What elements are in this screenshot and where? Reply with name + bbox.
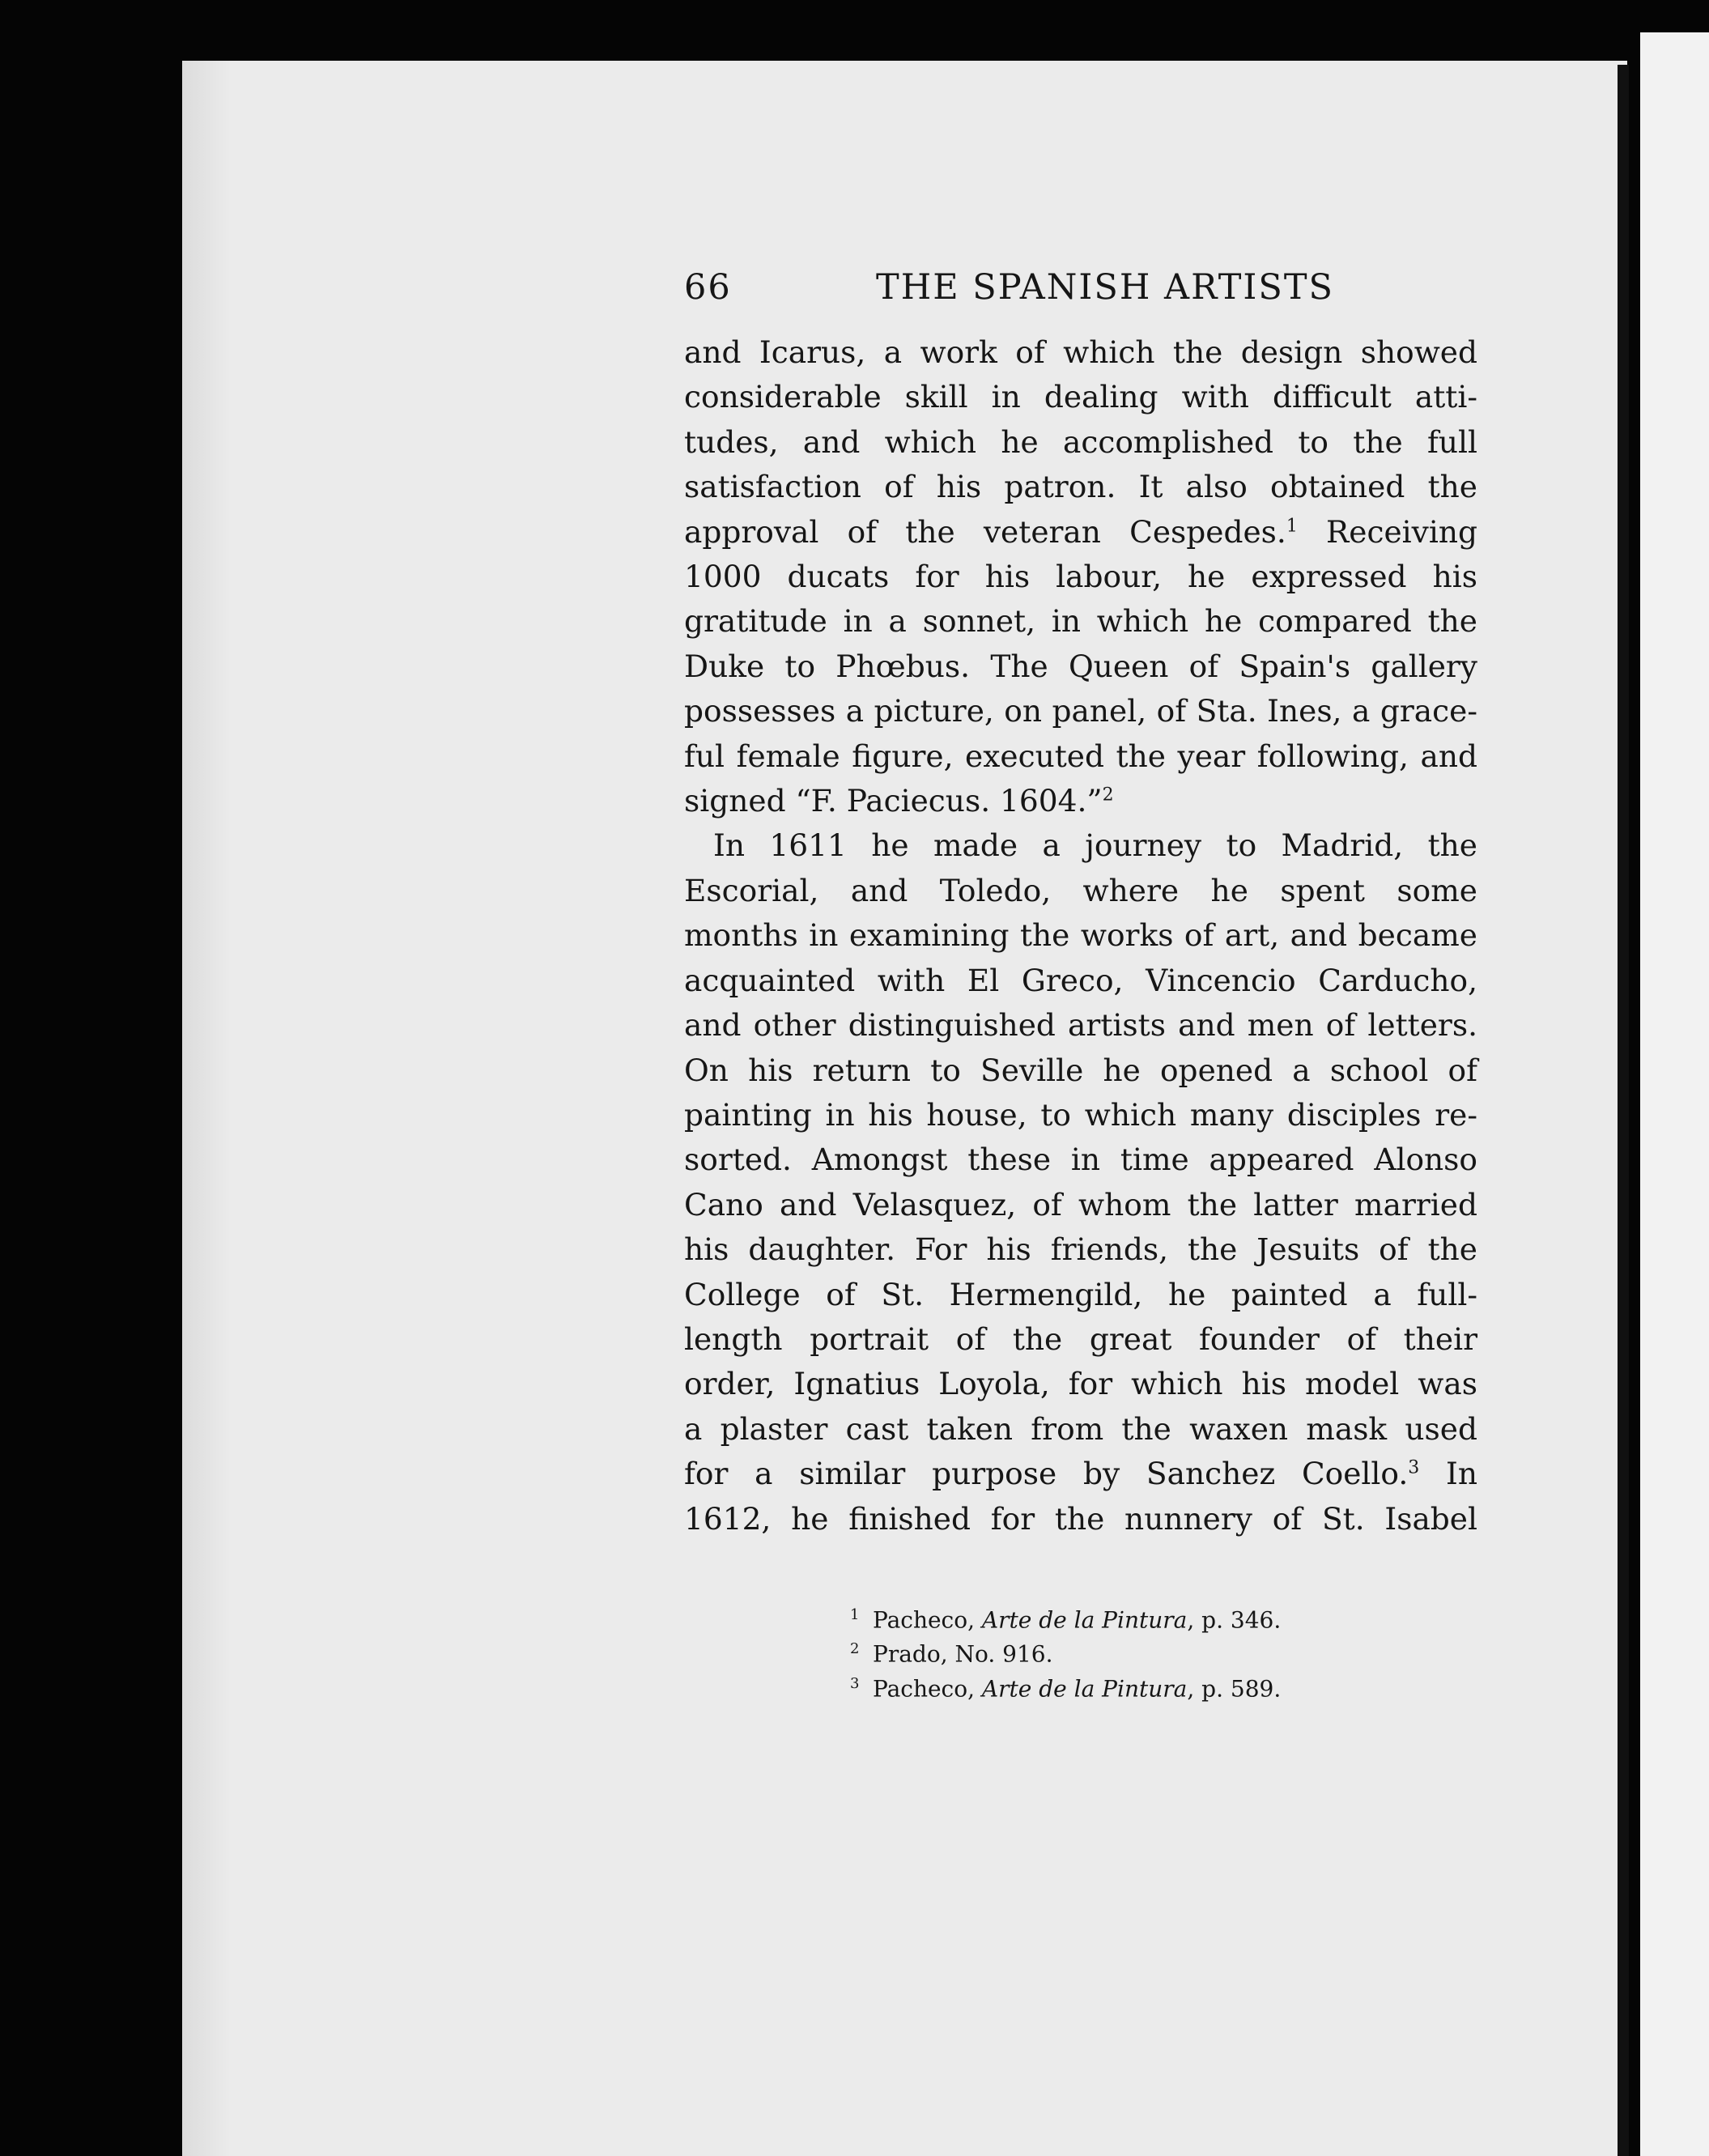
text-fragment: In	[1446, 1456, 1477, 1492]
text-line: and Icarus, a work of which the design showed	[684, 334, 1477, 370]
text-line	[684, 779, 1477, 823]
text-line: painting in his house, to which many disciples re-	[684, 1096, 1477, 1133]
footnote-marker: 1	[850, 1605, 860, 1623]
footnote-ref: 1	[1286, 516, 1298, 537]
text-line: 1000 ducats for his labour, he expressed his	[684, 559, 1477, 595]
text-fragment: Receiving	[1326, 513, 1477, 550]
text-line: a plaster cast taken from the waxen mask used	[684, 1410, 1477, 1447]
text-line: gratitude in a sonnet, in which he compared the	[684, 603, 1477, 640]
footnote-ref: 2	[1102, 785, 1114, 806]
footnote-title: Arte de la Pintura	[981, 1674, 1188, 1702]
text-line: order, Ignatius Loyola, for which his model was	[684, 1366, 1477, 1402]
text-line: Duke to Phœbus. The Queen of Spain's gallery	[684, 648, 1477, 684]
page-gutter-shadow	[182, 61, 231, 2156]
footnote-author: Pacheco,	[873, 1606, 982, 1634]
page-content	[684, 267, 1477, 1703]
text-line: tudes, and which he accomplished to the full	[684, 423, 1477, 460]
footnote-title: Arte de la Pintura	[981, 1606, 1188, 1634]
footnote-author: Prado, No. 916.	[873, 1640, 1053, 1668]
footnote-ref: 3	[1408, 1457, 1420, 1478]
text-line: Cano and Velasquez, of whom the latter married	[684, 1186, 1477, 1223]
text-line	[684, 1452, 1477, 1496]
running-title: THE SPANISH ARTISTS	[876, 267, 1334, 308]
page-number: 66	[684, 267, 732, 308]
text-line: College of St. Hermengild, he painted a full-	[684, 1276, 1477, 1312]
facing-page-edge	[1640, 32, 1709, 2156]
body-text	[684, 330, 1477, 1542]
footnotes	[684, 1601, 1477, 1703]
text-line: and other distinguished artists and men of letters.	[684, 1007, 1477, 1044]
text-line: Escorial, and Toledo, where he spent some	[684, 872, 1477, 908]
text-fragment: signed “F. Paciecus. 1604.”	[684, 783, 1103, 819]
page-edge-shadow	[1618, 65, 1629, 2156]
footnote-page: , p. 346.	[1187, 1606, 1282, 1634]
footnote-marker: 3	[850, 1674, 860, 1692]
text-line: his daughter. For his friends, the Jesuits of the	[684, 1231, 1477, 1268]
text-line: considerable skill in dealing with difficult atti-	[684, 379, 1477, 415]
text-fragment: In 1611 he made a journey to Madrid, the	[713, 827, 1477, 864]
footnote	[850, 1601, 1477, 1635]
footnote-page: , p. 589.	[1187, 1674, 1282, 1702]
text-line	[684, 823, 1477, 868]
text-line: acquainted with El Greco, Vincencio Carducho,	[684, 962, 1477, 998]
footnote-author: Pacheco,	[873, 1674, 982, 1702]
text-line: satisfaction of his patron. It also obtained the	[684, 469, 1477, 505]
text-line: possesses a picture, on panel, of Sta. Ines, a grace-	[684, 693, 1477, 729]
text-line	[684, 510, 1477, 555]
text-line: On his return to Seville he opened a school of	[684, 1052, 1477, 1088]
footnote	[850, 1635, 1477, 1669]
text-line: 1612, he finished for the nunnery of St. Isabel	[684, 1500, 1477, 1537]
text-line: length portrait of the great founder of their	[684, 1320, 1477, 1357]
text-line: sorted. Amongst these in time appeared Alonso	[684, 1142, 1477, 1178]
text-fragment: for a similar purpose by Sanchez Coello.	[684, 1456, 1409, 1492]
text-line: ful female figure, executed the year following, and	[684, 738, 1477, 774]
page-header	[684, 267, 1477, 330]
text-fragment: approval of the veteran Cespedes.	[684, 513, 1286, 550]
footnote	[850, 1669, 1477, 1703]
text-line: months in examining the works of art, and became	[684, 917, 1477, 954]
footnote-marker: 2	[850, 1640, 860, 1658]
